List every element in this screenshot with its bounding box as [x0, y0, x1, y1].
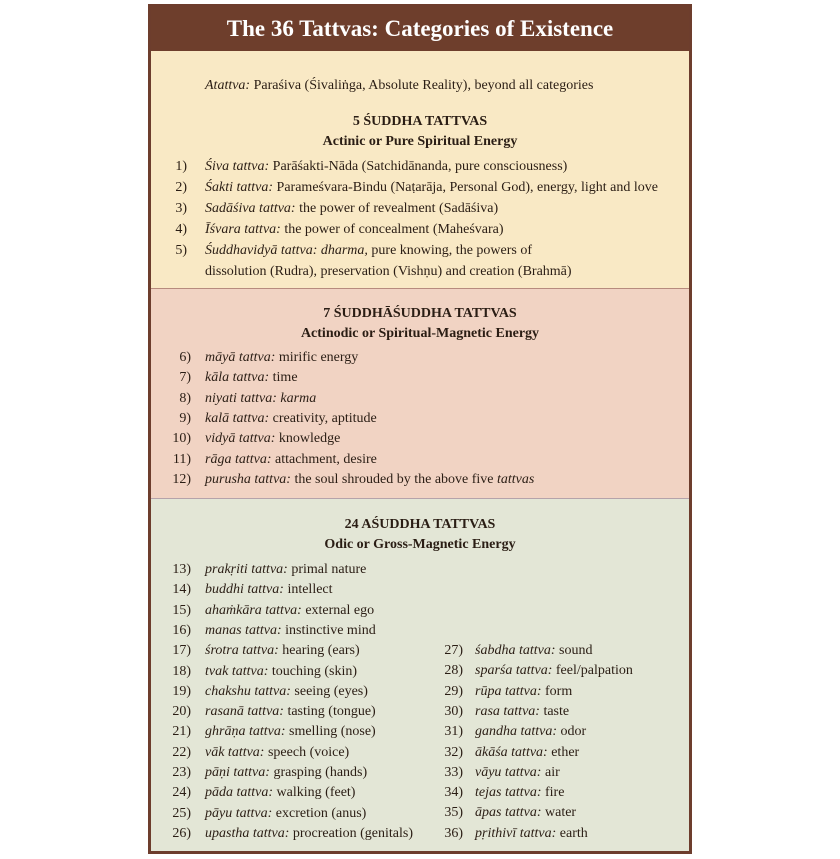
item-term: ahaṁkāra tattva:	[205, 602, 302, 618]
item-number: 29)	[444, 683, 463, 699]
item-number: 33)	[444, 764, 463, 780]
item-number: 16)	[172, 622, 191, 638]
item-text	[205, 722, 376, 742]
item-desc: hearing (ears)	[278, 643, 360, 659]
item-term: rūpa tattva:	[475, 683, 542, 699]
item-desc: Parāśakti-Nāda (Satchidānanda, pure consciousness)	[269, 159, 568, 174]
item-term: vidyā tattva:	[205, 431, 276, 447]
item-desc: mirific energy	[275, 350, 359, 365]
item-number: 30)	[444, 703, 463, 719]
item-number: 9)	[179, 410, 191, 426]
item-text	[205, 560, 366, 580]
item-text	[205, 580, 333, 600]
page-title: The 36 Tattvas: Categories of Existence	[151, 7, 689, 51]
item-number: 7)	[179, 370, 191, 386]
item-text	[205, 824, 413, 844]
item-desc: tasting (tongue)	[283, 704, 376, 720]
item-desc: sound	[555, 643, 593, 658]
item-number: 3)	[175, 201, 187, 216]
item-text	[205, 178, 658, 198]
item-text	[205, 621, 376, 641]
item-term: chakshu tattva:	[205, 683, 291, 699]
item-desc: odor	[557, 724, 587, 740]
asuddha-section	[151, 499, 689, 854]
item-desc: the soul shrouded by the above five	[290, 471, 498, 487]
item-number: 13)	[172, 562, 191, 577]
item-number: 2)	[175, 180, 187, 195]
item-term: gandha tattva:	[475, 724, 558, 740]
item-term: Sadāśiva tattva:	[205, 201, 296, 216]
item-desc: instinctive mind	[281, 622, 376, 638]
item-desc: taste	[539, 703, 570, 719]
item-desc: external ego	[301, 602, 375, 618]
item-number: 27)	[444, 643, 463, 658]
item-text	[475, 661, 633, 681]
item-term: pāyu tattva:	[205, 805, 273, 821]
item-term: rasanā tattva:	[205, 704, 284, 720]
item-text	[205, 702, 376, 722]
item-number: 12)	[172, 471, 191, 487]
item-term: kāla tattva:	[205, 370, 270, 386]
item-number: 4)	[175, 222, 187, 237]
item-term: pāṇi tattva:	[205, 765, 270, 780]
item-text	[205, 241, 532, 261]
item-number: 15)	[172, 602, 191, 618]
section-heading: 7 ŚUDDHĀŚUDDHA TATTVAS	[323, 306, 517, 321]
item-desc: speech (voice)	[264, 744, 350, 760]
item-term: rasa tattva:	[475, 703, 540, 719]
item-text	[205, 157, 567, 177]
item-number: 14)	[172, 582, 191, 598]
section-heading: 5 ŚUDDHA TATTVAS	[352, 114, 488, 129]
item-number: 35)	[444, 805, 463, 821]
item-term: rāga tattva:	[205, 451, 272, 467]
item-term: upastha tattva:	[205, 825, 290, 841]
item-desc: fire	[541, 785, 565, 801]
item-desc: air	[541, 764, 560, 780]
item-text	[205, 783, 355, 803]
item-number: 26)	[172, 825, 191, 841]
item-desc: the power of concealment (Maheśvara)	[280, 222, 504, 237]
item-text	[205, 199, 498, 219]
section-subheading: Actinodic or Spiritual-Magnetic Energy	[300, 326, 540, 341]
section-subheading: Actinic or Pure Spiritual Energy	[322, 134, 518, 149]
item-text	[475, 702, 569, 722]
item-desc: ether	[547, 744, 580, 760]
item-desc: walking (feet)	[273, 785, 356, 801]
item-desc: smelling (nose)	[285, 724, 376, 740]
item-term: kalā tattva:	[205, 410, 270, 426]
item-number: 8)	[179, 390, 191, 406]
item-text	[205, 348, 358, 368]
item-term: Śakti tattva:	[205, 180, 274, 195]
item-term: ghrāṇa tattva:	[205, 724, 286, 740]
item-text	[475, 682, 572, 702]
item-number: 19)	[172, 683, 191, 699]
item-desc: knowledge	[275, 431, 341, 447]
item-number: 25)	[172, 805, 191, 821]
item-number: 18)	[172, 663, 191, 679]
item-text	[205, 470, 534, 490]
item-number: 11)	[172, 451, 191, 467]
item-text	[205, 389, 316, 409]
item-number: 20)	[172, 704, 191, 720]
suddhasuddha-section	[151, 289, 689, 499]
item-text	[205, 763, 367, 783]
item-text	[475, 641, 592, 661]
item-text	[475, 722, 586, 742]
item-desc: water	[541, 805, 577, 821]
item-term: śabdha tattva:	[475, 643, 556, 658]
item-text	[205, 682, 368, 702]
item-term: Śuddhavidyā tattva: dharma,	[205, 243, 368, 258]
item-tail: tattvas	[497, 471, 535, 487]
item-term: ākāśa tattva:	[475, 744, 548, 760]
item-desc: the power of revealment (Sadāśiva)	[295, 201, 499, 216]
item-term: sparśa tattva:	[475, 663, 553, 679]
suddha-section	[151, 51, 689, 289]
item-desc: touching (skin)	[268, 663, 358, 679]
item-desc: earth	[556, 825, 588, 841]
item-number: 23)	[172, 765, 191, 780]
item-desc: procreation (genitals)	[289, 825, 414, 841]
item-text	[205, 450, 377, 470]
section-heading: 24 AŚUDDHA TATTVAS	[344, 517, 496, 532]
item-number: 22)	[172, 744, 191, 760]
item-desc: primal nature	[287, 562, 367, 577]
item-text	[205, 743, 349, 763]
item-number: 36)	[444, 825, 463, 841]
item-text	[475, 743, 579, 763]
item-desc: excretion (anus)	[272, 805, 367, 821]
item-number: 31)	[444, 724, 463, 740]
item-text	[205, 409, 377, 429]
item-desc: form	[541, 683, 573, 699]
item-number: 17)	[172, 643, 191, 659]
item-term: pṛithivī tattva:	[475, 825, 557, 841]
item-desc: creativity, aptitude	[269, 410, 377, 426]
item-number: 6)	[179, 350, 191, 365]
item-number: 1)	[175, 159, 187, 174]
item-number: 34)	[444, 785, 463, 801]
item-desc: attachment, desire	[271, 451, 377, 467]
item-number: 32)	[444, 744, 463, 760]
item-desc: intellect	[283, 582, 333, 598]
item-desc: pure knowing, the powers of	[367, 243, 532, 258]
item-desc: seeing (eyes)	[290, 683, 368, 699]
item-desc: Parameśvara-Bindu (Naṭarāja, Personal God), energy, light and love	[273, 180, 658, 195]
item-term: niyati tattva: karma	[205, 390, 317, 406]
section-subheading: Odic or Gross-Magnetic Energy	[324, 537, 516, 552]
item-number: 28)	[444, 663, 463, 679]
item-term: tejas tattva:	[475, 785, 542, 801]
item-term: purusha tattva:	[205, 471, 291, 487]
item-text	[205, 641, 360, 661]
item-continuation: dissolution (Rudra), preservation (Vishṇu) and creation (Brahmā)	[205, 264, 572, 279]
tattvas-card	[148, 4, 692, 854]
item-number: 10)	[172, 431, 191, 447]
item-term: śrotra tattva:	[205, 643, 279, 659]
atattva-line	[205, 76, 593, 96]
item-text	[205, 804, 366, 824]
item-text	[205, 429, 340, 449]
item-text	[205, 220, 504, 240]
item-text	[475, 824, 588, 844]
item-text	[205, 601, 374, 621]
item-term: māyā tattva:	[205, 350, 276, 365]
item-term: Śiva tattva:	[205, 159, 270, 174]
item-term: vāk tattva:	[205, 744, 265, 760]
item-term: tvak tattva:	[205, 663, 269, 679]
item-term: buddhi tattva:	[205, 582, 284, 598]
item-number: 21)	[172, 724, 191, 740]
item-text	[205, 368, 298, 388]
item-number: 24)	[172, 785, 191, 801]
item-text	[475, 783, 564, 803]
item-desc: time	[269, 370, 298, 386]
item-text	[205, 662, 357, 682]
atattva-desc: Paraśiva (Śivaliṅga, Absolute Reality), beyond all categories	[250, 78, 594, 93]
item-term: āpas tattva:	[475, 805, 542, 821]
item-term: pāda tattva:	[205, 785, 274, 801]
item-number: 5)	[175, 243, 187, 258]
item-text	[475, 803, 576, 823]
item-desc: grasping (hands)	[269, 765, 368, 780]
item-text	[475, 763, 560, 783]
atattva-term: Atattva:	[205, 78, 251, 93]
item-term: prakṛiti tattva:	[205, 562, 288, 577]
item-term: vāyu tattva:	[475, 764, 542, 780]
item-term: Īśvara tattva:	[205, 222, 281, 237]
item-term: manas tattva:	[205, 622, 282, 638]
item-desc: feel/palpation	[552, 663, 633, 679]
